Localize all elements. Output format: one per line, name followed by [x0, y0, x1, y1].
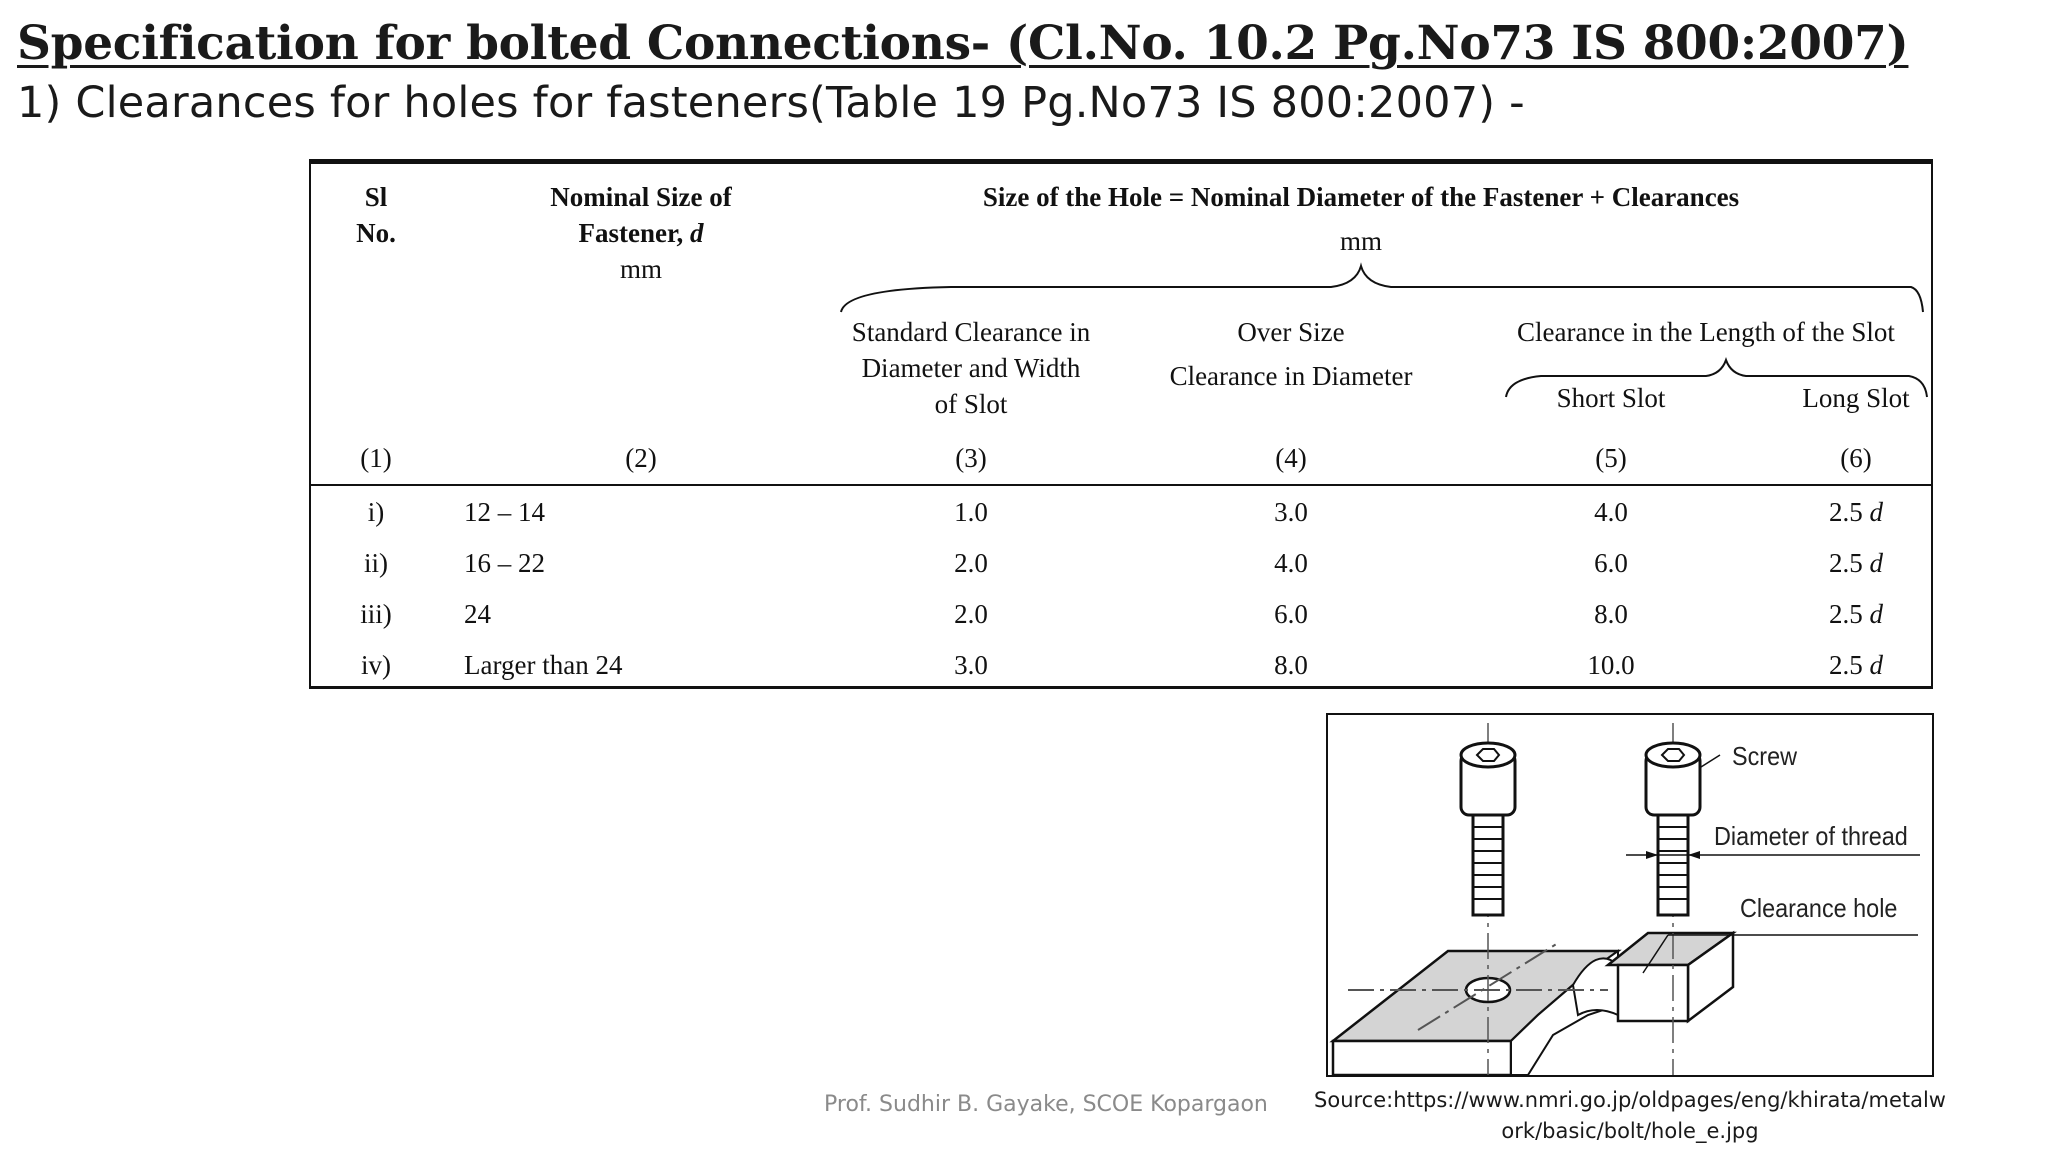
cell-long-unit: d: [1869, 599, 1883, 629]
cell-long-value: 2.5: [1829, 497, 1863, 527]
cell-sl: iii): [360, 599, 392, 629]
cell-size: Larger than 24: [464, 650, 623, 680]
cell-long: [1806, 596, 1906, 632]
header-group-unit: mm: [1339, 226, 1382, 256]
cell-over: 4.0: [1274, 548, 1308, 578]
table-row: [311, 647, 1931, 687]
cell-std: 2.0: [954, 548, 988, 578]
col-number: (4): [1275, 443, 1307, 473]
dim-arrow-right: [1688, 851, 1700, 859]
cell-long: [1806, 494, 1906, 530]
cell-std: 2.0: [954, 599, 988, 629]
col-number: (2): [625, 443, 657, 473]
cell-short: 10.0: [1587, 650, 1635, 680]
clearance-table: [309, 159, 1933, 689]
header-over-size: [1131, 314, 1451, 394]
group-brace: [841, 266, 1923, 312]
label-clearance-hole: Clearance hole: [1740, 893, 1898, 923]
cell-over: 8.0: [1274, 650, 1308, 680]
col-number: (5): [1595, 443, 1627, 473]
cell-long-unit: d: [1869, 548, 1883, 578]
dim-arrow-left: [1646, 851, 1658, 859]
cell-size: 12 – 14: [464, 497, 545, 527]
col-number: (3): [955, 443, 987, 473]
header-short-slot: Short Slot: [1556, 383, 1666, 413]
header-group: Size of the Hole = Nominal Diameter of the Fastener + Clearances: [982, 182, 1740, 212]
source-caption: [1300, 1085, 1960, 1147]
cell-short: 6.0: [1594, 548, 1628, 578]
col-number: (1): [360, 443, 392, 473]
header-size-d: d: [689, 218, 704, 248]
cell-std: 3.0: [954, 650, 988, 680]
header-standard-clearance: [811, 314, 1131, 422]
block-face: [1618, 965, 1688, 1021]
header-long-slot: Long Slot: [1802, 383, 1910, 413]
table-row: [311, 545, 1931, 595]
cell-short: 4.0: [1594, 497, 1628, 527]
slide-subtitle: 1) Clearances for holes for fasteners(Table 19 Pg.No73 IS 800:2007) -: [17, 78, 1525, 128]
bolt-hole-figure: [1326, 713, 1934, 1077]
source-line1: Source:https://www.nmri.go.jp/oldpages/eng/khirata/metalw: [1314, 1088, 1946, 1112]
cell-sl: iv): [361, 650, 391, 680]
table-row: [311, 494, 1931, 544]
header-divider: [311, 484, 1931, 486]
header-std-line2: Diameter and Width: [861, 353, 1081, 383]
cell-sl: ii): [364, 548, 388, 578]
cell-long: [1806, 545, 1906, 581]
cell-long: [1806, 647, 1906, 683]
plate-front: [1333, 1041, 1511, 1075]
screw-left: [1461, 743, 1515, 915]
cell-long-value: 2.5: [1829, 599, 1863, 629]
cell-short: 8.0: [1594, 599, 1628, 629]
header-sl-line1: Sl: [364, 182, 388, 212]
header-std-line3: of Slot: [934, 389, 1008, 419]
col-number: (6): [1840, 443, 1872, 473]
source-line2: ork/basic/bolt/hole_e.jpg: [1501, 1119, 1759, 1143]
cell-sl: i): [367, 497, 385, 527]
cell-long-unit: d: [1869, 497, 1883, 527]
header-sl-line2: No.: [356, 218, 396, 248]
leader-screw: [1701, 755, 1720, 767]
label-screw: Screw: [1732, 741, 1798, 771]
cell-over: 6.0: [1274, 599, 1308, 629]
header-slot-length: Clearance in the Length of the Slot: [1517, 317, 1895, 347]
screw-right: [1646, 743, 1700, 915]
header-size-line1: Nominal Size of: [550, 182, 732, 212]
cell-size: 16 – 22: [464, 548, 545, 578]
header-size-fastener: Fastener,: [578, 218, 684, 248]
header-std-line1: Standard Clearance in: [851, 317, 1091, 347]
cell-over: 3.0: [1274, 497, 1308, 527]
header-over-line2: Clearance in Diameter: [1169, 361, 1413, 391]
header-size-unit: mm: [619, 254, 662, 284]
slide-title: Specification for bolted Connections- (Cl.No. 10.2 Pg.No73 IS 800:2007): [17, 16, 1909, 71]
cell-long-value: 2.5: [1829, 548, 1863, 578]
label-thread-diameter: Diameter of thread: [1714, 821, 1908, 851]
table-row: [311, 596, 1931, 646]
footer-author: Prof. Sudhir B. Gayake, SCOE Kopargaon: [824, 1092, 1268, 1117]
cell-size: 24: [464, 599, 491, 629]
cell-long-unit: d: [1869, 650, 1883, 680]
header-over-line1: Over Size: [1237, 317, 1345, 347]
cell-std: 1.0: [954, 497, 988, 527]
cell-long-value: 2.5: [1829, 650, 1863, 680]
